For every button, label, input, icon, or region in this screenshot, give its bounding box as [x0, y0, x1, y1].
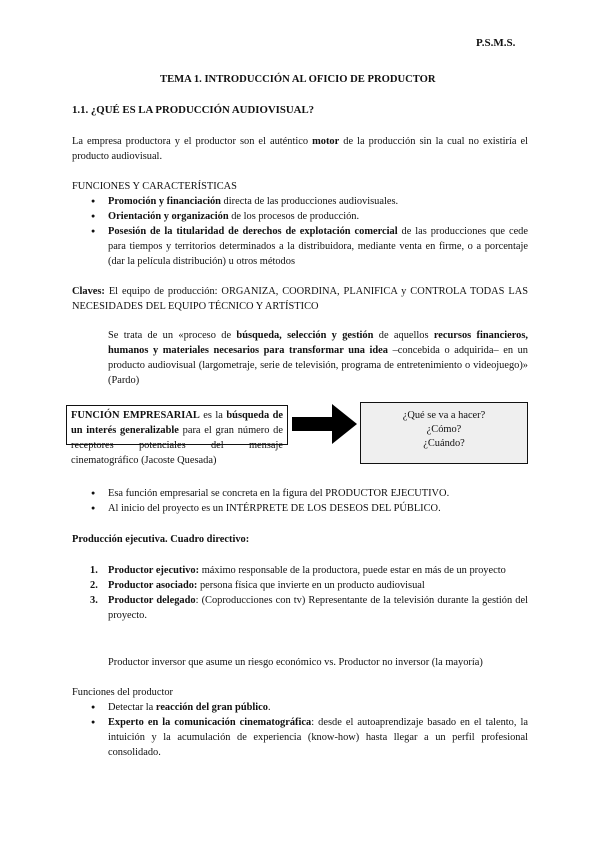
box-bold-1: FUNCIÓN EMPRESARIAL: [71, 410, 200, 421]
item-text: : (Coproducciones con tv) Representante de la televisión durante la gestión del proyecto.: [108, 595, 528, 621]
funciones-productor-list: [90, 700, 528, 760]
list-item: [90, 209, 528, 224]
item-text-post: .: [267, 702, 271, 713]
claves-label: Claves:: [72, 286, 105, 297]
item-bold: Productor ejecutivo:: [108, 565, 200, 576]
document-title: TEMA 1. INTRODUCCIÓN AL OFICIO DE PRODUCTOR: [160, 74, 436, 85]
list-item: ● Esa función empresarial se concreta en la figura del PRODUCTOR EJECUTIVO.: [90, 486, 528, 501]
productor-ejecutivo-list: [90, 486, 528, 516]
funciones-list: [90, 194, 528, 269]
box-bold-2: búsqueda de un interés generalizable: [71, 410, 284, 436]
list-item: [90, 194, 528, 209]
intro-text-2: de la producción sin la cual no existiría el producto audiovisual.: [72, 136, 528, 162]
quote-bold-2: recursos financieros, humanos y materiales necesarios para transformar una idea: [108, 330, 529, 356]
item-text: persona física que invierte en un producto audiovisual: [197, 580, 425, 591]
item-bold: Productor delegado: [108, 595, 196, 606]
quote-text-1: Se trata de un «proceso de: [108, 330, 237, 341]
list-item: [90, 224, 528, 269]
funciones-heading: FUNCIONES Y CARACTERÍSTICAS: [72, 181, 237, 192]
funcion-empresarial-box: [66, 405, 288, 466]
list-item: [74, 563, 528, 578]
item-text: de los procesos de producción.: [228, 211, 360, 222]
item-number: 3.: [90, 595, 98, 606]
item-text: directa de las producciones audiovisuales.: [220, 196, 399, 207]
item-bold: reacción del gran público: [155, 702, 268, 713]
item-bold: Promoción y financiación: [108, 196, 221, 207]
box-text-1: es la: [199, 410, 227, 421]
produccion-heading: Producción ejecutiva. Cuadro directivo:: [72, 534, 250, 545]
questions-box: [360, 402, 528, 464]
item-text-pre: Detectar la: [108, 702, 156, 713]
list-item: [74, 593, 528, 623]
claves-text: El equipo de producción: ORGANIZA, COORDINA, PLANIFICA y CONTROLA TODAS LAS NECESIDADES DEL EQUIPO TÉCNICO Y ARTÍSTICO: [72, 286, 528, 312]
productores-list: [74, 563, 528, 623]
funciones-productor-heading: Funciones del productor: [72, 687, 173, 698]
item-text-post: : desde el autoaprendizaje basado en el talento, la intuición y la acumulación de experiencia (know-how) hasta llegar a un perfil profesional consolidado.: [108, 717, 528, 758]
section-heading: 1.1. ¿QUÉ ES LA PRODUCCIÓN AUDIOVISUAL?: [72, 104, 315, 116]
claves-paragraph: [72, 284, 528, 314]
inversor-note: Productor inversor que asume un riesgo económico vs. Productor no inversor (la mayoría): [108, 657, 483, 668]
quote-bold-1: búsqueda, selección y gestión: [236, 330, 374, 341]
item-bold: Productor asociado:: [108, 580, 198, 591]
list-item: [74, 578, 528, 593]
item-bold: Posesión de la titularidad de derechos de explotación comercial: [108, 226, 398, 237]
intro-paragraph: [72, 134, 528, 164]
header-initials: P.S.M.S.: [476, 37, 516, 49]
item-bold: Orientación y organización: [108, 211, 229, 222]
intro-text-1: La empresa productora y el productor son el auténtico: [72, 136, 313, 147]
item-bold: Experto en la comunicación cinematográfica: [108, 717, 312, 728]
question-que: ¿Qué se va a hacer?: [402, 410, 486, 421]
item-number: 2.: [90, 580, 98, 591]
item-number: 1.: [90, 565, 98, 576]
question-como: ¿Cómo?: [426, 424, 462, 435]
list-item: [90, 700, 528, 715]
right-arrow-icon: [292, 404, 358, 444]
quote-text-3: –concebida o adquirida– en un producto audiovisual (largometraje, serie de televisión, programa de entretenimiento o videojuego)» (Pardo): [108, 345, 528, 386]
item-text: máximo responsable de la productora, puede estar en más de un proyecto: [199, 565, 506, 576]
question-cuando: ¿Cuándo?: [423, 438, 465, 449]
quote-paragraph: [108, 328, 528, 388]
list-item: ● Al inicio del proyecto es un INTÉRPRETE DE LOS DESEOS DEL PÚBLICO.: [90, 501, 528, 516]
item-text: de las producciones que cede para tiempos y territorios determinados a la distribuidora, mediante venta en firme, o a porcentaje (dar la película distribución) u otros métodos: [108, 226, 528, 267]
intro-bold: motor: [312, 136, 340, 147]
list-item: [90, 715, 528, 760]
quote-text-2: de aquellos: [373, 330, 434, 341]
box-text-2: para el gran número de receptores potenciales del mensaje cinematográfico (Jacoste Quesada): [71, 425, 283, 466]
